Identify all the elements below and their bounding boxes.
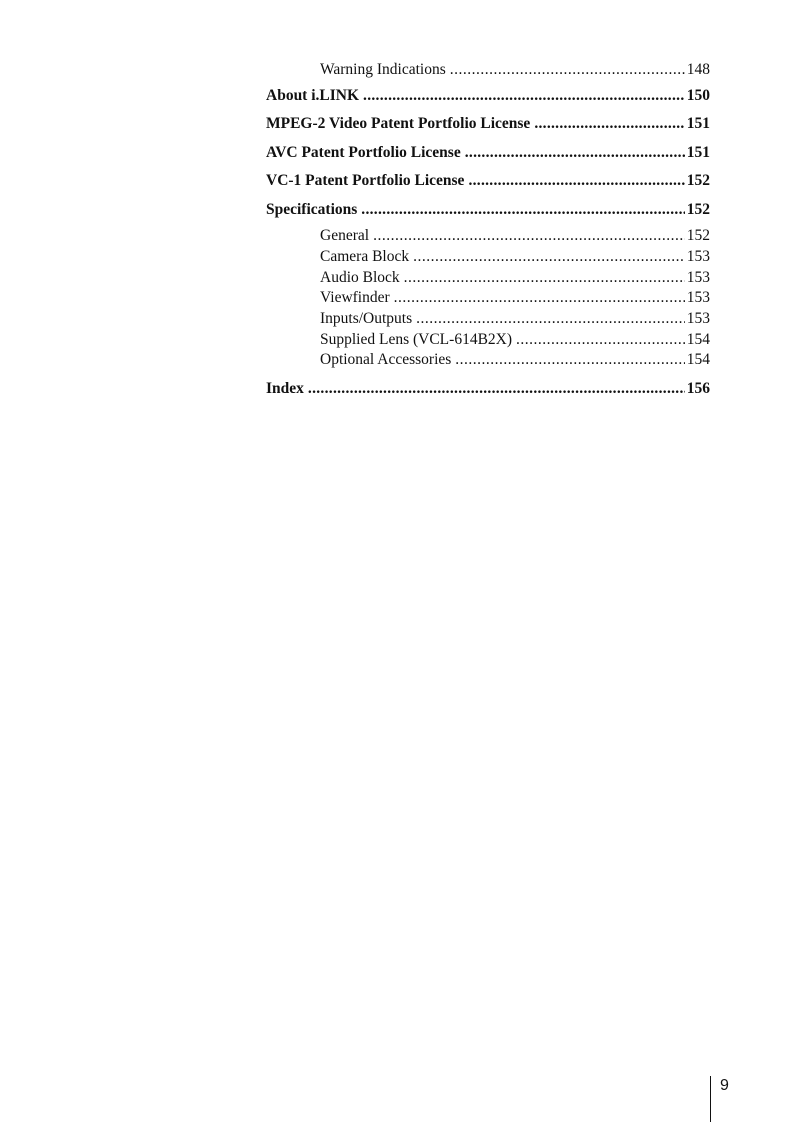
toc-entry-page: 152 xyxy=(686,172,710,190)
toc-entry-page: 153 xyxy=(686,268,710,286)
toc-entry-audio-block[interactable] xyxy=(266,268,710,289)
dot-leader xyxy=(361,196,684,224)
toc-entry-title: MPEG-2 Video Patent Portfolio License xyxy=(266,115,531,133)
dot-leader xyxy=(465,139,685,167)
toc-entry-title: Warning Indications xyxy=(320,61,446,78)
page-number-divider xyxy=(710,1076,711,1122)
toc-entry-title: Index xyxy=(266,380,304,398)
toc-entry-title: Viewfinder xyxy=(320,289,390,307)
toc-entry-optional-accessories[interactable] xyxy=(266,350,710,371)
toc-entry-specifications[interactable] xyxy=(266,196,710,224)
toc-entry-page: 154 xyxy=(686,351,710,369)
toc-entry-page: 151 xyxy=(686,115,710,133)
toc-entry-index[interactable] xyxy=(266,375,710,403)
dot-leader xyxy=(413,247,685,268)
toc-entry-camera-block[interactable] xyxy=(266,247,710,268)
toc-entry-title: VC-1 Patent Portfolio License xyxy=(266,172,465,190)
toc-entry-mpeg2-license[interactable] xyxy=(266,110,710,138)
dot-leader xyxy=(308,375,685,403)
toc-entry-title: Optional Accessories xyxy=(320,351,452,369)
toc-entry-title: Camera Block xyxy=(320,247,410,265)
toc-entry-page: 151 xyxy=(686,143,710,161)
dot-leader xyxy=(534,110,684,138)
toc-entry-title: Audio Block xyxy=(320,268,400,286)
dot-leader xyxy=(450,58,685,82)
toc-entry-viewfinder[interactable] xyxy=(266,288,710,309)
toc-entry-supplied-lens[interactable] xyxy=(266,330,710,351)
toc-entry-page: 150 xyxy=(686,87,710,104)
toc-entry-page: 153 xyxy=(686,289,710,307)
dot-leader xyxy=(416,309,685,330)
toc-entry-inputs-outputs[interactable] xyxy=(266,309,710,330)
toc-entry-warning-indications[interactable] xyxy=(266,58,710,82)
toc-entry-general[interactable] xyxy=(266,224,710,247)
dot-leader xyxy=(363,82,685,110)
toc-entry-title: Supplied Lens (VCL-614B2X) xyxy=(320,330,513,348)
dot-leader xyxy=(373,224,685,247)
table-of-contents xyxy=(266,58,710,403)
toc-entry-avc-license[interactable] xyxy=(266,139,710,167)
dot-leader xyxy=(468,167,684,195)
toc-entry-title: Specifications xyxy=(266,200,358,218)
toc-entry-page: 148 xyxy=(686,61,710,78)
toc-entry-title: AVC Patent Portfolio License xyxy=(266,143,461,161)
toc-entry-page: 153 xyxy=(686,247,710,265)
toc-entry-page: 152 xyxy=(686,200,710,218)
toc-entry-title: General xyxy=(320,226,370,244)
toc-entry-page: 153 xyxy=(686,310,710,328)
dot-leader xyxy=(455,350,684,371)
dot-leader xyxy=(404,268,685,289)
toc-entry-page: 152 xyxy=(686,226,710,244)
toc-entry-about-ilink[interactable] xyxy=(266,82,710,110)
dot-leader xyxy=(516,330,685,351)
toc-entry-page: 156 xyxy=(686,380,710,398)
toc-entry-title: Inputs/Outputs xyxy=(320,310,413,328)
toc-entry-vc1-license[interactable] xyxy=(266,167,710,195)
page-number: 9 xyxy=(720,1077,729,1094)
dot-leader xyxy=(394,288,685,309)
toc-entry-page: 154 xyxy=(686,330,710,348)
toc-entry-title: About i.LINK xyxy=(266,87,360,104)
